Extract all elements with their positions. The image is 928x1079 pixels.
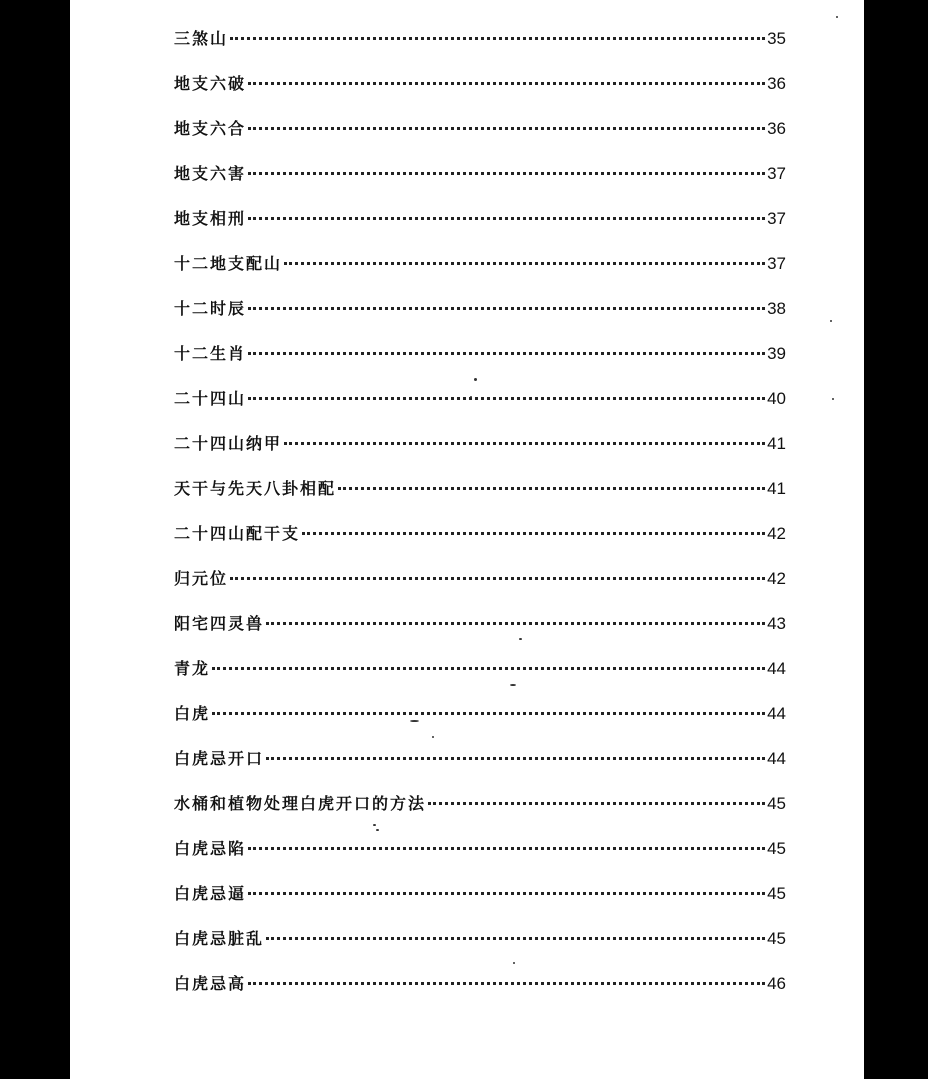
toc-entry [174,701,786,746]
toc-entry-page-number: 41 [767,434,786,453]
toc-entry-title: 阳宅四灵兽 [174,614,265,633]
dot-leader [248,352,765,355]
scan-speck [376,829,379,831]
dot-leader [230,577,765,580]
toc-entry-page-number: 42 [767,569,786,588]
toc-entry-title: 二十四山纳甲 [174,434,283,453]
toc-entry [174,881,786,926]
toc-entry-page-number: 43 [767,614,786,633]
toc-entry-page-number: 36 [767,74,786,93]
toc-entry [174,296,786,341]
toc-entry [174,791,786,836]
toc-entry-title: 归元位 [174,569,229,588]
toc-entry-title: 白虎忌脏乱 [174,929,265,948]
toc-entry-title: 地支六破 [174,74,247,93]
scan-speck [519,638,522,640]
toc-entry-page-number: 41 [767,479,786,498]
dot-leader [338,487,765,490]
toc-entry-page-number: 44 [767,749,786,768]
dot-leader [248,982,765,985]
scan-speck [432,736,434,738]
toc-entry-page-number: 44 [767,659,786,678]
toc-entry-title: 白虎 [174,704,211,723]
scan-speck [410,720,419,722]
dot-leader [266,757,765,760]
dot-leader [266,937,765,940]
scan-speck [830,320,832,322]
dot-leader [302,532,765,535]
toc-entry [174,341,786,386]
toc-entry-title: 地支相刑 [174,209,247,228]
toc-entry-title: 十二时辰 [174,299,247,318]
toc-entry-page-number: 35 [767,29,786,48]
dot-leader [284,262,765,265]
dot-leader [212,667,765,670]
toc-entry-title: 白虎忌开口 [174,749,265,768]
dot-leader [248,892,765,895]
dot-leader [248,847,765,850]
dot-leader [248,82,765,85]
dot-leader [266,622,765,625]
toc-entry [174,206,786,251]
toc-entry [174,836,786,881]
dot-leader [248,397,765,400]
toc-entry-page-number: 39 [767,344,786,363]
toc-entry-page-number: 38 [767,299,786,318]
dot-leader [248,307,765,310]
document-page [70,0,864,1079]
toc-entry [174,71,786,116]
scan-speck [373,824,376,826]
toc-entry-title: 白虎忌逼 [174,884,247,903]
toc-entry-page-number: 46 [767,974,786,993]
toc-entry [174,116,786,161]
toc-entry-page-number: 37 [767,164,786,183]
toc-entry [174,656,786,701]
toc-entry [174,386,786,431]
toc-entry [174,611,786,656]
toc-entry [174,566,786,611]
toc-entry [174,926,786,971]
dot-leader [248,127,765,130]
dot-leader [248,172,765,175]
dot-leader [428,802,765,805]
toc-entry-page-number: 42 [767,524,786,543]
scan-speck [510,684,516,686]
dot-leader [230,37,765,40]
toc-entry-page-number: 45 [767,929,786,948]
toc-entry-page-number: 45 [767,884,786,903]
toc-entry-page-number: 45 [767,794,786,813]
toc-entry-page-number: 40 [767,389,786,408]
toc-entry [174,971,786,1016]
dot-leader [212,712,765,715]
toc-entry [174,746,786,791]
toc-entry-title: 地支六合 [174,119,247,138]
toc-entry [174,26,786,71]
toc-entry-title: 十二地支配山 [174,254,283,273]
toc-entry-title: 天干与先天八卦相配 [174,479,337,498]
scan-speck [470,396,472,398]
toc-entry-page-number: 44 [767,704,786,723]
toc-entry-page-number: 45 [767,839,786,858]
toc-entry-title: 二十四山 [174,389,247,408]
scan-speck [474,378,477,381]
toc-entry-title: 十二生肖 [174,344,247,363]
scan-speck [513,962,515,964]
toc-entry-title: 二十四山配干支 [174,524,301,543]
toc-entry [174,431,786,476]
toc-entry [174,251,786,296]
table-of-contents [174,26,786,1016]
toc-entry-title: 三煞山 [174,29,229,48]
toc-entry-title: 白虎忌陷 [174,839,247,858]
scan-speck [832,398,834,400]
dot-leader [248,217,765,220]
toc-entry-title: 白虎忌高 [174,974,247,993]
toc-entry-title: 水桶和植物处理白虎开口的方法 [174,794,427,813]
toc-entry [174,521,786,566]
toc-entry-page-number: 37 [767,209,786,228]
dot-leader [284,442,765,445]
toc-entry [174,476,786,521]
toc-entry [174,161,786,206]
toc-entry-page-number: 36 [767,119,786,138]
toc-entry-title: 青龙 [174,659,211,678]
toc-entry-title: 地支六害 [174,164,247,183]
scan-speck [836,16,838,18]
toc-entry-page-number: 37 [767,254,786,273]
